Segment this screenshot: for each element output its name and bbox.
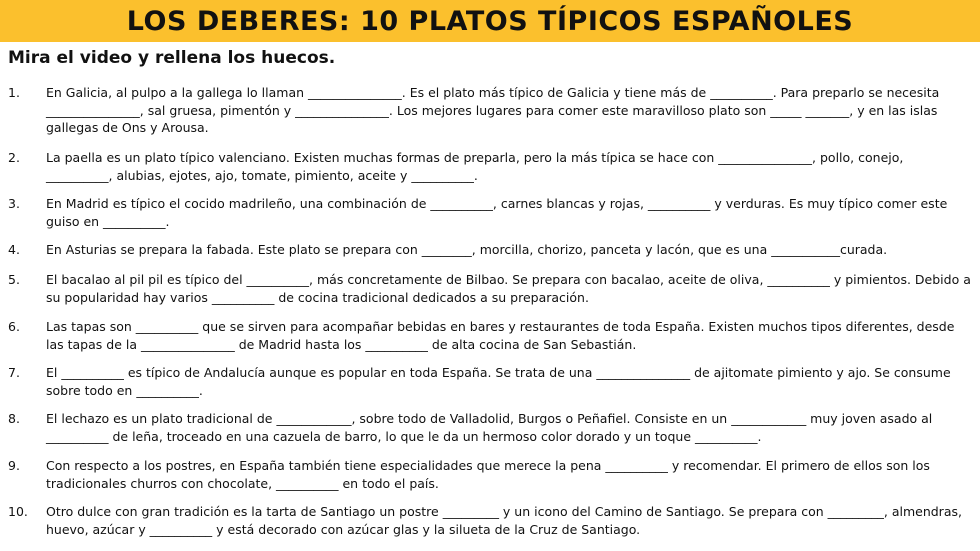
exercise-number: 8. <box>8 411 20 426</box>
exercise-text: En Asturias se prepara la fabada. Este plato se prepara con ________, morcilla, chorizo, panceta y lacón, que es una ___________curada. <box>46 242 888 257</box>
exercise-number: 5. <box>8 272 20 287</box>
exercise-number: 10. <box>8 504 28 519</box>
exercise-text: Otro dulce con gran tradición es la tarta de Santiago un postre _________ y un icono del Camino de Santiago. Se prepara con _________, almendras, huevo, azúcar y __________ y está decorado con azúcar glas y la silueta de la Cruz de Santiago. <box>46 504 962 537</box>
exercise-text: En Galicia, al pulpo a la gallega lo llaman _______________. Es el plato más típico de Galicia y tiene más de __________. Para preparlo se necesita _______________, sal gruesa, pimentón y _______________. Los mejores lugares para comer este maravilloso plato son _____ _______, y en las islas gallegas de Ons y Arousa. <box>46 85 940 135</box>
exercise-number: 3. <box>8 196 20 211</box>
exercise-text: El __________ es típico de Andalucía aunque es popular en toda España. Se trata de una _______________ de ajitomate pimiento y ajo. Se consume sobre todo en __________. <box>46 365 951 398</box>
exercise-number: 2. <box>8 150 20 165</box>
exercise-number: 7. <box>8 365 20 380</box>
instructions-heading: Mira el video y rellena los huecos. <box>8 48 336 68</box>
exercise-text: Con respecto a los postres, en España también tiene especialidades que merece la pena __________ y recomendar. El primero de ellos son los tradicionales churros con chocolate, __________ en todo el país. <box>46 458 930 491</box>
exercise-text: En Madrid es típico el cocido madrileño, una combinación de __________, carnes blancas y rojas, __________ y verduras. Es muy típico comer este guiso en __________. <box>46 196 948 229</box>
exercise-text: Las tapas son __________ que se sirven para acompañar bebidas en bares y restaurantes de toda España. Existen muchos tipos diferentes, desde las tapas de la _______________ de Madrid hasta los __________ de alta cocina de San Sebastián. <box>46 319 955 352</box>
exercise-number: 1. <box>8 85 20 100</box>
exercise-text: El lechazo es un plato tradicional de ____________, sobre todo de Valladolid, Burgos o Peñafiel. Consiste en un ____________ muy joven asado al __________ de leña, troceado en una cazuela de barro, lo que le da un hermoso color dorado y un toque __________. <box>46 411 933 444</box>
exercise-text: El bacalao al pil pil es típico del __________, más concretamente de Bilbao. Se prepara con bacalao, aceite de oliva, __________ y pimientos. Debido a su popularidad hay varios __________ de cocina tradicional dedicados a su preparación. <box>46 272 971 305</box>
exercise-number: 4. <box>8 242 20 257</box>
page-title: LOS DEBERES: 10 PLATOS TÍPICOS ESPAÑOLES <box>126 5 854 37</box>
exercise-number: 9. <box>8 458 20 473</box>
exercise-text: La paella es un plato típico valenciano. Existen muchas formas de preparla, pero la más típica se hace con _______________, pollo, conejo, __________, alubias, ejotes, ajo, tomate, pimiento, aceite y __________. <box>46 150 904 183</box>
exercise-number: 6. <box>8 319 20 334</box>
